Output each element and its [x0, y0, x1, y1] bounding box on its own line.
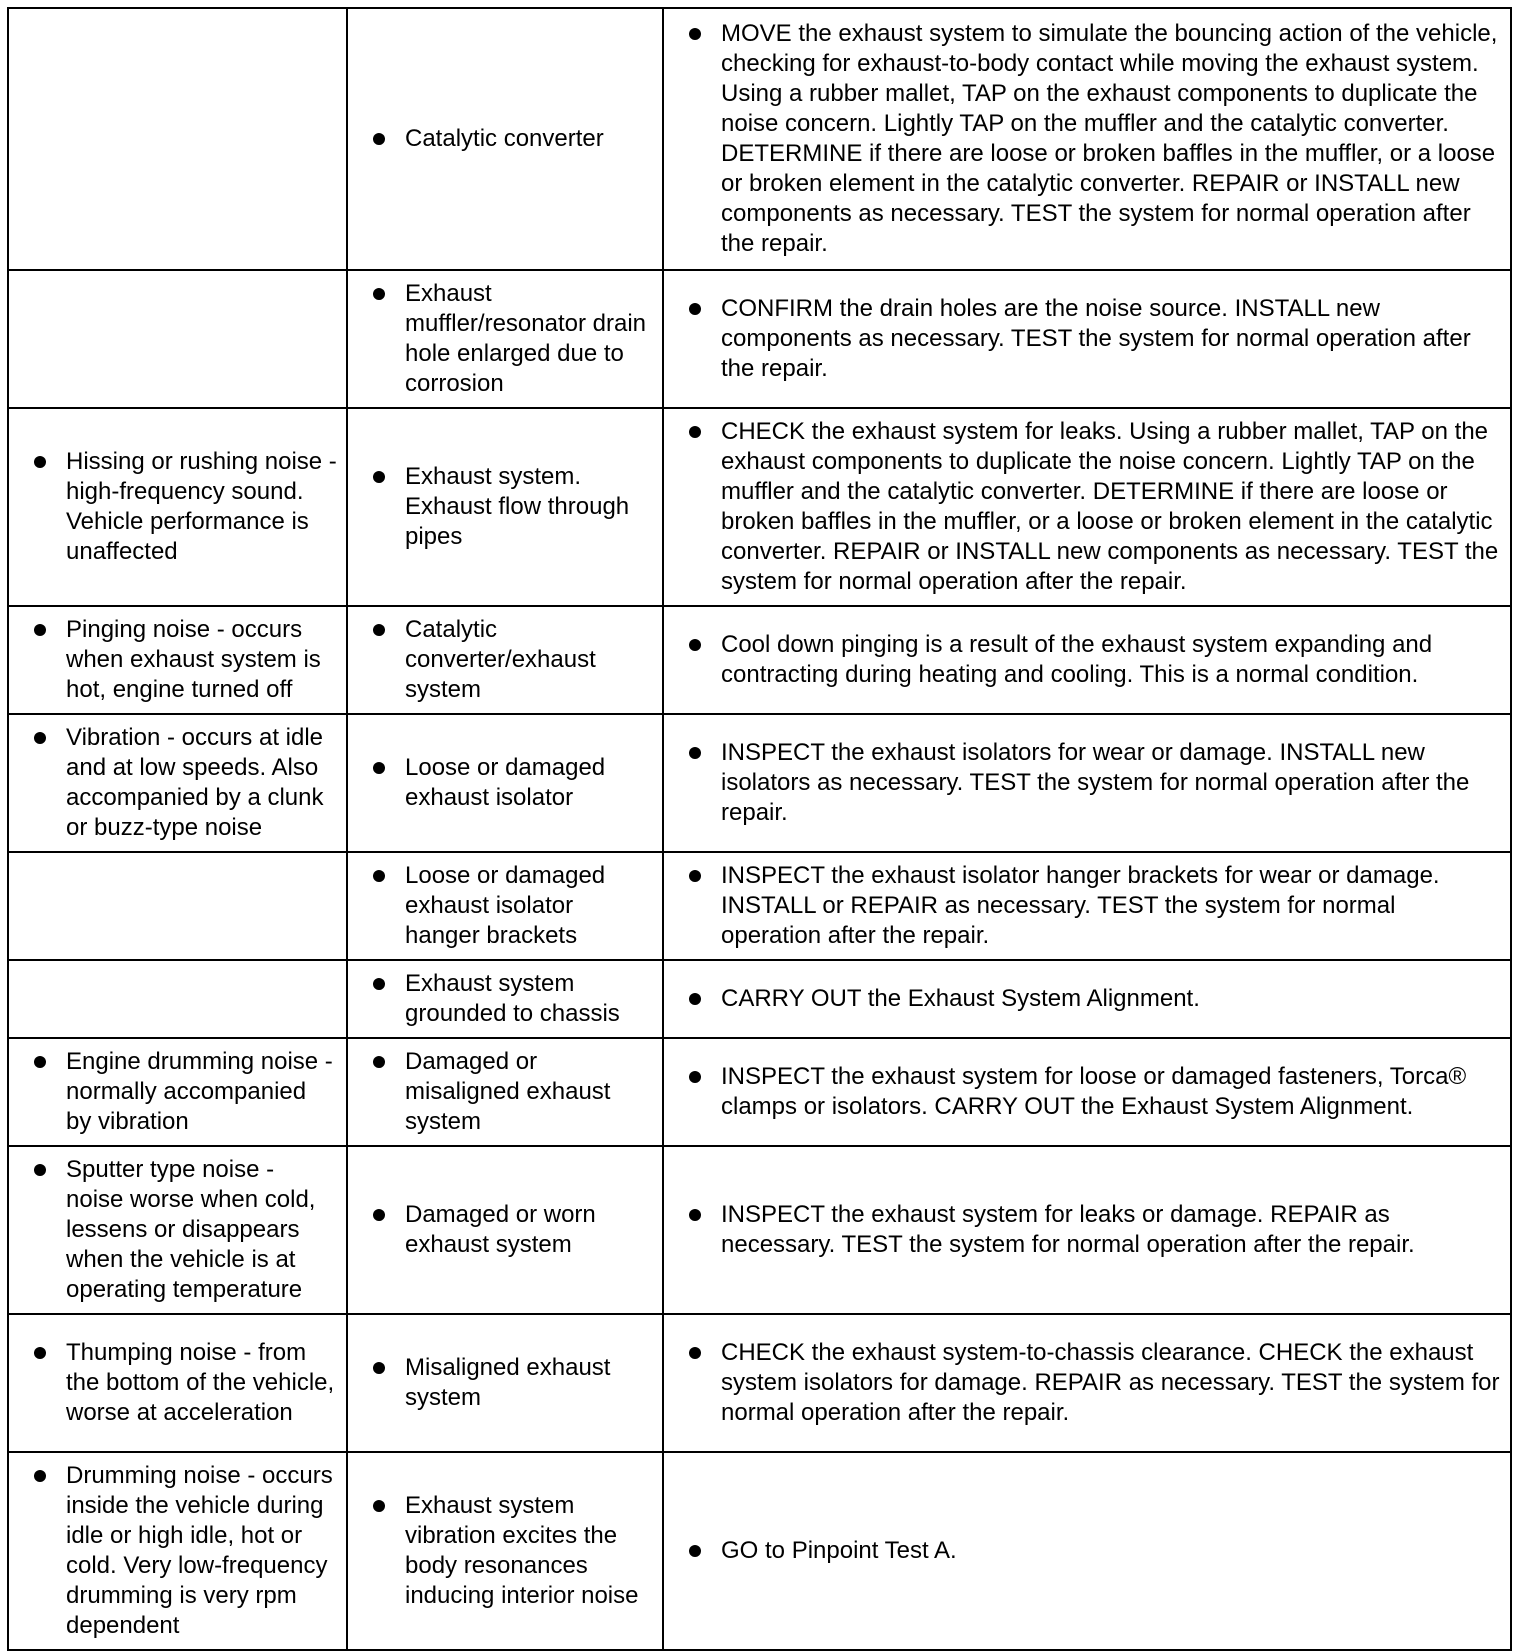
list-item [9, 1461, 338, 1641]
bullet-icon [373, 1362, 385, 1374]
list-item [664, 1536, 1502, 1566]
condition-cell [8, 1038, 347, 1146]
list-item [348, 861, 654, 951]
bullet-icon [689, 747, 701, 759]
source-text: Catalytic converter/exhaust system [405, 616, 596, 703]
source-cell [347, 8, 663, 270]
table-row [8, 852, 1511, 960]
condition-text: Sputter type noise - noise worse when cold, lessens or disappears when the vehicle is at operating temperature [66, 1156, 316, 1303]
table-row [8, 8, 1511, 270]
action-text: INSPECT the exhaust system for loose or damaged fasteners, Torca® clamps or isolators. CARRY OUT the Exhaust System Alignment. [721, 1063, 1467, 1120]
source-text: Exhaust system grounded to chassis [405, 970, 620, 1027]
table-row [8, 1038, 1511, 1146]
source-text: Exhaust muffler/resonator drain hole enlarged due to corrosion [405, 280, 647, 397]
table-row [8, 1146, 1511, 1314]
condition-text: Thumping noise - from the bottom of the vehicle, worse at acceleration [66, 1339, 335, 1426]
source-cell [347, 1146, 663, 1314]
bullet-icon [689, 426, 701, 438]
action-text: CONFIRM the drain holes are the noise source. INSTALL new components as necessary. TEST the system for normal operation after the repair. [721, 295, 1471, 382]
condition-cell [8, 714, 347, 852]
bullet-icon [373, 1500, 385, 1512]
list-item [348, 279, 654, 399]
condition-cell [8, 1314, 347, 1452]
action-cell [663, 714, 1511, 852]
bullet-icon [34, 624, 46, 636]
action-cell [663, 1314, 1511, 1452]
source-text: Damaged or worn exhaust system [405, 1201, 596, 1258]
list-item [348, 1047, 654, 1137]
list-item [9, 1047, 338, 1137]
table-row [8, 714, 1511, 852]
condition-cell [8, 8, 347, 270]
action-text: MOVE the exhaust system to simulate the bouncing action of the vehicle, checking for exhaust-to-body contact while moving the exhaust system. Using a rubber mallet, TAP on the exhaust components to duplicate the noise concern. Lightly TAP on the muffler and the catalytic converter. DETERMINE if there are loose or broken baffles in the muffler, or a loose or broken element in the catalytic converter. REPAIR or INSTALL new components as necessary. TEST the system for normal operation after the repair. [721, 20, 1498, 257]
bullet-icon [689, 639, 701, 651]
list-item [348, 969, 654, 1029]
condition-text: Hissing or rushing noise - high-frequency sound. Vehicle performance is unaffected [66, 448, 337, 565]
action-cell [663, 960, 1511, 1038]
condition-text: Vibration - occurs at idle and at low speeds. Also accompanied by a clunk or buzz-type noise [66, 724, 324, 841]
condition-cell [8, 852, 347, 960]
condition-cell [8, 270, 347, 408]
table-row [8, 606, 1511, 714]
bullet-icon [373, 471, 385, 483]
list-item [9, 723, 338, 843]
action-cell [663, 1146, 1511, 1314]
action-text: GO to Pinpoint Test A. [721, 1537, 957, 1564]
bullet-icon [373, 1209, 385, 1221]
source-cell [347, 960, 663, 1038]
source-cell [347, 1038, 663, 1146]
list-item [348, 1353, 654, 1413]
table-row [8, 1452, 1511, 1650]
action-cell [663, 270, 1511, 408]
source-cell [347, 1314, 663, 1452]
source-text: Loose or damaged exhaust isolator hanger brackets [405, 862, 606, 949]
bullet-icon [689, 303, 701, 315]
table-row [8, 270, 1511, 408]
list-item [348, 1200, 654, 1260]
list-item [348, 124, 654, 154]
source-cell [347, 714, 663, 852]
action-text: INSPECT the exhaust isolators for wear or damage. INSTALL new isolators as necessary. TEST the system for normal operation after the repair. [721, 739, 1470, 826]
condition-text: Pinging noise - occurs when exhaust system is hot, engine turned off [66, 616, 321, 703]
source-cell [347, 606, 663, 714]
action-cell [663, 408, 1511, 606]
action-cell [663, 8, 1511, 270]
bullet-icon [34, 1056, 46, 1068]
condition-cell [8, 1452, 347, 1650]
list-item [348, 1491, 654, 1611]
bullet-icon [34, 732, 46, 744]
source-text: Catalytic converter [405, 125, 604, 152]
list-item [664, 1200, 1502, 1260]
bullet-icon [689, 993, 701, 1005]
list-item [664, 1338, 1502, 1428]
source-text: Exhaust system. Exhaust flow through pipes [405, 463, 630, 550]
source-text: Loose or damaged exhaust isolator [405, 754, 606, 811]
condition-text: Drumming noise - occurs inside the vehicle during idle or high idle, hot or cold. Very low-frequency drumming is very rpm dependent [66, 1462, 333, 1639]
source-text: Damaged or misaligned exhaust system [405, 1048, 611, 1135]
source-text: Misaligned exhaust system [405, 1354, 611, 1411]
condition-cell [8, 606, 347, 714]
list-item [9, 447, 338, 567]
symptom-diagnosis-table [7, 7, 1512, 1651]
bullet-icon [34, 456, 46, 468]
list-item [664, 19, 1502, 259]
bullet-icon [373, 870, 385, 882]
list-item [664, 984, 1502, 1014]
bullet-icon [34, 1347, 46, 1359]
table-row [8, 1314, 1511, 1452]
list-item [9, 1338, 338, 1428]
list-item [9, 1155, 338, 1305]
list-item [664, 630, 1502, 690]
action-cell [663, 606, 1511, 714]
bullet-icon [34, 1164, 46, 1176]
bullet-icon [373, 288, 385, 300]
condition-cell [8, 408, 347, 606]
list-item [348, 462, 654, 552]
action-text: Cool down pinging is a result of the exhaust system expanding and contracting during heating and cooling. This is a normal condition. [721, 631, 1433, 688]
condition-cell [8, 960, 347, 1038]
source-text: Exhaust system vibration excites the body resonances inducing interior noise [405, 1492, 639, 1609]
bullet-icon [689, 1071, 701, 1083]
list-item [348, 753, 654, 813]
bullet-icon [689, 1545, 701, 1557]
action-text: CHECK the exhaust system for leaks. Using a rubber mallet, TAP on the exhaust components to duplicate the noise concern. Lightly TAP on the muffler and the catalytic converter. DETERMINE if there are loose or broken baffles in the muffler, or a loose or broken element in the catalytic converter. REPAIR or INSTALL new components as necessary. TEST the system for normal operation after the repair. [721, 418, 1499, 595]
list-item [664, 738, 1502, 828]
source-cell [347, 270, 663, 408]
bullet-icon [689, 1347, 701, 1359]
source-cell [347, 408, 663, 606]
condition-cell [8, 1146, 347, 1314]
bullet-icon [373, 133, 385, 145]
bullet-icon [689, 870, 701, 882]
list-item [664, 294, 1502, 384]
list-item [664, 861, 1502, 951]
list-item [664, 417, 1502, 597]
action-text: INSPECT the exhaust isolator hanger brackets for wear or damage. INSTALL or REPAIR as necessary. TEST the system for normal operation after the repair. [721, 862, 1440, 949]
source-cell [347, 1452, 663, 1650]
list-item [9, 615, 338, 705]
condition-text: Engine drumming noise - normally accompanied by vibration [66, 1048, 333, 1135]
bullet-icon [373, 1056, 385, 1068]
table-row [8, 408, 1511, 606]
bullet-icon [689, 1209, 701, 1221]
list-item [664, 1062, 1502, 1122]
bullet-icon [373, 762, 385, 774]
action-text: CARRY OUT the Exhaust System Alignment. [721, 985, 1200, 1012]
bullet-icon [34, 1470, 46, 1482]
bullet-icon [373, 624, 385, 636]
list-item [348, 615, 654, 705]
action-text: CHECK the exhaust system-to-chassis clearance. CHECK the exhaust system isolators for damage. REPAIR as necessary. TEST the system for normal operation after the repair. [721, 1339, 1500, 1426]
table-row [8, 960, 1511, 1038]
bullet-icon [373, 978, 385, 990]
action-cell [663, 852, 1511, 960]
bullet-icon [689, 28, 701, 40]
action-cell [663, 1452, 1511, 1650]
action-text: INSPECT the exhaust system for leaks or damage. REPAIR as necessary. TEST the system for normal operation after the repair. [721, 1201, 1415, 1258]
source-cell [347, 852, 663, 960]
action-cell [663, 1038, 1511, 1146]
